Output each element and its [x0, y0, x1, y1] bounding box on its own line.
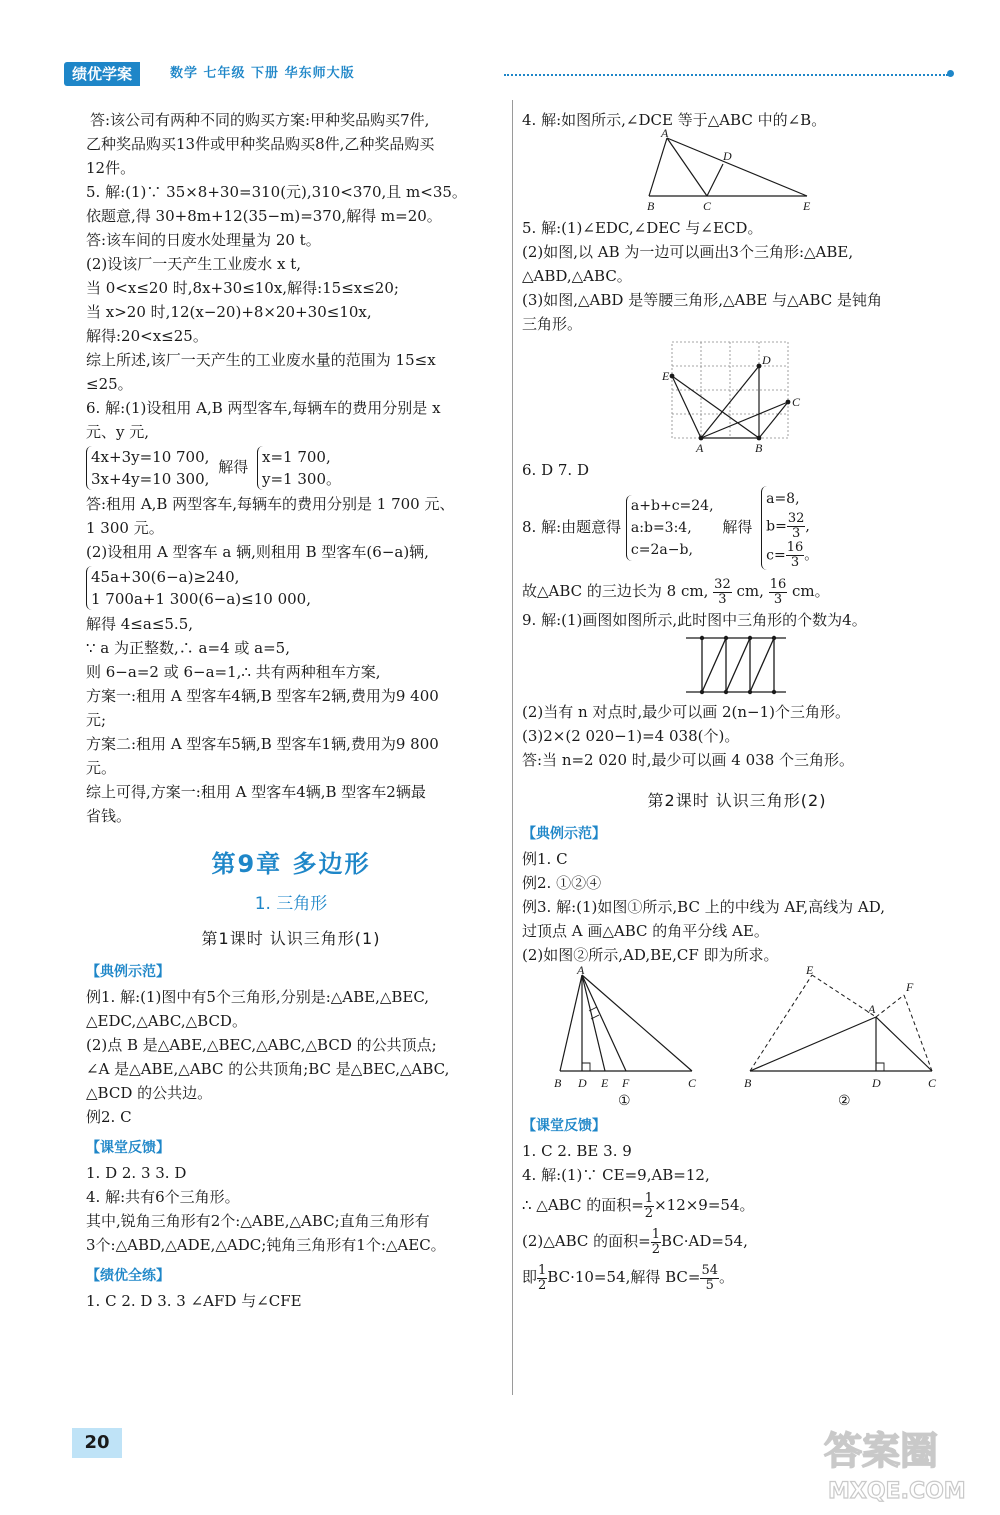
example-line: 例2. C [86, 1108, 132, 1126]
point-label: B [647, 199, 655, 213]
numerator: 1 [538, 1262, 547, 1278]
equation: y=1 300。 [262, 470, 341, 488]
fraction [700, 1264, 719, 1293]
equation: a:b=3:4, [630, 520, 692, 536]
point-label: D [872, 1076, 881, 1090]
q5-line: 解得:20<x≤25。 [86, 327, 208, 345]
fraction [537, 1264, 547, 1293]
example-line: △EDC,△ABC,△BCD。 [86, 1012, 247, 1030]
q9-line: 9. 解:(1)画图如图所示,此时图中三角形的个数为4。 [522, 611, 867, 629]
segment-ab [560, 975, 582, 1071]
figure-number: ② [838, 1093, 851, 1109]
q6-line: 元、y 元, [86, 423, 150, 441]
figure-ex3-2 [742, 963, 942, 1109]
chapter-title: 第9章 多边形 [211, 850, 371, 878]
solve-word: 解得 [722, 518, 753, 536]
section-title: 1. 三角形 [254, 894, 328, 914]
extension-ae [812, 975, 876, 1017]
fraction [644, 1192, 654, 1221]
text: cm。 [792, 582, 830, 600]
q6-line: 解得 4≤a≤5.5, [86, 615, 194, 633]
point-dot [748, 636, 752, 640]
bisector-ae [582, 975, 605, 1071]
text: (2)△ABC 的面积= [522, 1232, 651, 1250]
point-label: B [554, 1076, 562, 1090]
q6-line: 省钱。 [86, 807, 132, 825]
text: 即 [522, 1268, 538, 1286]
point-label: A [868, 1002, 876, 1016]
q5-line: (2)如图,以 AB 为一边可以画出3个三角形:△ABE, [522, 243, 854, 261]
page-header [64, 62, 954, 88]
system-brace [86, 566, 311, 610]
point-label: C [703, 199, 712, 213]
example-line: △BCD 的公共边。 [86, 1084, 213, 1102]
q6-line: 元。 [86, 759, 117, 777]
denominator: 3 [718, 591, 727, 607]
left-column [86, 108, 496, 1313]
answers-67: 6. D 7. D [522, 461, 589, 479]
q6-line: 答:租用 A,B 两型客车,每辆车的费用分别是 1 700 元、 [86, 495, 455, 513]
q5-line: (2)设该厂一天产生工业废水 x t, [86, 255, 302, 273]
feedback-line: 4. 解:(1)∵ CE=9,AB=12, [522, 1166, 710, 1184]
point-dot [724, 690, 728, 694]
point-dot [757, 436, 762, 441]
numerator: 1 [644, 1190, 654, 1206]
right-angle-mark [582, 1063, 590, 1071]
example-line: 过顶点 A 画△ABC 的角平分线 AE。 [522, 922, 769, 940]
text: cm, [736, 582, 764, 600]
q8-conclusion [522, 574, 952, 608]
fraction [713, 578, 732, 607]
q8-block [522, 486, 952, 570]
point-dot [724, 636, 728, 640]
q5-line: 依题意,得 30+8m+12(35−m)=370,解得 m=20。 [86, 207, 442, 225]
example-line: 例2. ①②④ [522, 874, 602, 892]
segment-ab [649, 138, 667, 196]
q6-line: (2)设租用 A 型客车 a 辆,则租用 B 型客车(6−a)辆, [86, 543, 429, 561]
solve-word: 解得 [218, 458, 249, 476]
q5-line: 三角形。 [522, 315, 583, 333]
practice-line: 1. C 2. D 3. 3 ∠AFD 与∠CFE [86, 1292, 302, 1310]
text: ∴ △ABC 的面积= [522, 1196, 644, 1214]
feedback-line: 4. 解:共有6个三角形。 [86, 1188, 240, 1206]
inequality: 45a+30(6−a)≥240, [91, 568, 240, 586]
text: 。 [719, 1268, 735, 1286]
equation: a=8, [766, 491, 800, 507]
altitude-cf [904, 995, 932, 1071]
text-line: 12件。 [86, 159, 136, 177]
q5-line: △ABD,△ABC。 [522, 267, 632, 285]
denominator: 3 [773, 591, 783, 607]
point-label: E [806, 963, 814, 977]
watermark-url: MXQE.COM [828, 1479, 966, 1504]
fraction [651, 1228, 661, 1257]
text-line: 答:该公司有两种不同的购买方案:甲种奖品购买7件, [90, 111, 430, 129]
text-line: 乙种奖品购买13件或甲种奖品购买8件,乙种奖品购买 [86, 135, 435, 153]
q6-line: 1 300 元。 [86, 519, 164, 537]
feedback-line: 1. D 2. 3 3. D [86, 1164, 187, 1182]
q5-line: ≤25。 [86, 375, 133, 393]
system-brace [761, 486, 818, 570]
feedback-line: 1. C 2. BE 3. 9 [522, 1142, 632, 1160]
tag-examples: 【典例示范】 [86, 964, 170, 980]
page-number: 20 [72, 1428, 122, 1458]
point-label: F [622, 1076, 630, 1090]
system-brace [86, 446, 209, 490]
numerator: 1 [651, 1226, 661, 1242]
figures-ex3 [522, 963, 952, 1109]
watermark-logo [814, 1418, 984, 1508]
example-line: 例1. C [522, 850, 568, 868]
equation-system [86, 446, 496, 490]
header-dot [947, 70, 954, 77]
point-label: E [601, 1076, 609, 1090]
point-label: D [762, 353, 771, 367]
denominator: 5 [705, 1277, 714, 1293]
q6-line: 综上可得,方案一:租用 A 型客车4辆,B 型客车2辆最 [86, 783, 426, 801]
q5-line: 当 x>20 时,12(x−20)+8×20+30≤10x, [86, 303, 372, 321]
segment-ac [582, 975, 692, 1071]
q9-line: 答:当 n=2 020 时,最少可以画 4 038 个三角形。 [522, 751, 855, 769]
point-label: D [578, 1076, 587, 1090]
segment-ae [667, 138, 807, 196]
equation: x=1 700, [262, 448, 331, 466]
feedback-line [522, 1223, 952, 1259]
numerator: 16 [786, 540, 804, 555]
tag-feedback: 【课堂反馈】 [522, 1118, 606, 1134]
altitude-be [750, 975, 812, 1071]
q4-line: 4. 解:如图所示,∠DCE 等于△ABC 中的∠B。 [522, 111, 827, 129]
feedback-line: 其中,锐角三角形有2个:△ABE,△ABC;直角三角形有 [86, 1212, 430, 1230]
denominator: 3 [790, 555, 800, 570]
q5-line: 答:该车间的日废水处理量为 20 t。 [86, 231, 321, 249]
segment-ba [750, 1017, 876, 1071]
equation: 4x+3y=10 700, [91, 448, 210, 466]
point-dot [786, 400, 791, 405]
example-line: ∠A 是△ABE,△ABC 的公共顶角;BC 是△BEC,△ABC, [86, 1060, 450, 1078]
figure-ex3-1 [552, 963, 722, 1109]
median-af [582, 975, 626, 1071]
denominator: 2 [644, 1205, 654, 1221]
example-line: (2)如图②所示,AD,BE,CF 即为所求。 [522, 946, 779, 964]
equation: c=2a−b, [630, 542, 693, 558]
example-line: 例1. 解:(1)图中有5个三角形,分别是:△ABE,△BEC, [86, 988, 430, 1006]
figure-q5-grid [662, 338, 812, 456]
watermark-text: 答案圈 [824, 1429, 939, 1473]
q6-line: 6. 解:(1)设租用 A,B 两型客车,每辆车的费用分别是 x [86, 399, 441, 417]
example-line: (2)点 B 是△ABE,△BEC,△ABC,△BCD 的公共顶点; [86, 1036, 437, 1054]
point-dot [699, 436, 704, 441]
point-label: A [696, 441, 704, 455]
segment-ae [672, 376, 701, 438]
right-column [522, 108, 952, 1295]
point-dot [748, 690, 752, 694]
system-brace [626, 495, 714, 561]
numerator: 16 [769, 576, 787, 592]
fraction [769, 578, 788, 607]
inequality: 1 700a+1 300(6−a)≤10 000, [91, 590, 311, 608]
q5-line: 5. 解:(1)∵ 35×8+30=310(元),310<370,且 m<35。 [86, 183, 467, 201]
var-b: b= [766, 518, 787, 535]
segment [726, 638, 750, 692]
q6-line: 元; [86, 711, 107, 729]
lesson-title: 第2课时 认识三角形(2) [647, 791, 827, 810]
fraction [787, 512, 806, 541]
segment-be [672, 376, 759, 438]
equation: 3x+4y=10 300, [91, 470, 210, 488]
q8-prefix: 8. 解:由题意得 [522, 518, 622, 536]
point-label: E [803, 199, 811, 213]
lesson-title: 第1课时 认识三角形(1) [201, 929, 381, 948]
point-dot [670, 374, 675, 379]
segment-ac [701, 402, 788, 438]
book-subtitle: 数学 七年级 下册 华东师大版 [170, 66, 355, 81]
point-dot [757, 364, 762, 369]
segment-cd [707, 164, 723, 196]
point-label: A [577, 963, 585, 977]
extension-af [876, 995, 904, 1017]
q6-line: ∵ a 为正整数,∴ a=4 或 a=5, [86, 639, 290, 657]
q5-line: 5. 解:(1)∠EDC,∠DEC 与∠ECD。 [522, 219, 763, 237]
point-label: C [928, 1076, 937, 1090]
numerator: 54 [701, 1262, 719, 1278]
q6-line: 方案一:租用 A 型客车4辆,B 型客车2辆,费用为9 400 [86, 687, 439, 705]
feedback-line [522, 1187, 952, 1223]
denominator: 2 [651, 1241, 661, 1257]
tag-practice: 【绩优全练】 [86, 1268, 170, 1284]
q9-line: (2)当有 n 对点时,最少可以画 2(n−1)个三角形。 [522, 703, 851, 721]
figure-q4 [647, 126, 827, 214]
point-label: B [744, 1076, 752, 1090]
numerator: 32 [714, 576, 731, 592]
point-dot [772, 690, 776, 694]
example-line: 例3. 解:(1)如图①所示,BC 上的中线为 AF,高线为 AD, [522, 898, 885, 916]
point-dot [700, 636, 704, 640]
q5-line: (3)如图,△ABD 是等腰三角形,△ABE 与△ABC 是钝角 [522, 291, 882, 309]
denominator: 2 [538, 1277, 547, 1293]
q6-line: 方案二:租用 A 型客车5辆,B 型客车1辆,费用为9 800 [86, 735, 439, 753]
equation: c= $\frac{16}{3}$ 。 [766, 540, 819, 570]
brand-badge: 绩优学案 [64, 62, 140, 86]
point-label: F [906, 980, 914, 994]
header-dotted-rule [504, 74, 948, 76]
q5-line: 综上所述,该厂一天产生的工业废水量的范围为 15≤x [86, 351, 436, 369]
var-c: c= [766, 547, 786, 564]
right-angle-mark [876, 1063, 884, 1071]
tag-feedback: 【课堂反馈】 [86, 1140, 170, 1156]
text: BC·10=54,解得 BC= [547, 1268, 701, 1286]
inequality-system [86, 566, 496, 610]
point-dot [772, 636, 776, 640]
figure-q9 [682, 634, 792, 698]
text: 故△ABC 的三边长为 8 cm, [522, 582, 709, 600]
denominator: 3 [791, 526, 801, 541]
equation: b= $\frac{32}{3}$ , [766, 511, 810, 541]
point-label: C [688, 1076, 697, 1090]
system-brace [257, 446, 341, 490]
figure-number: ① [618, 1093, 631, 1109]
point-label: E [662, 369, 670, 383]
point-label: D [723, 149, 732, 163]
q6-line: 则 6−a=2 或 6−a=1,∴ 共有两种租车方案, [86, 663, 381, 681]
point-dot [700, 690, 704, 694]
tag-examples: 【典例示范】 [522, 826, 606, 842]
point-label: B [755, 441, 763, 455]
text: ×12×9=54。 [654, 1196, 755, 1214]
segment [750, 638, 774, 692]
point-label: A [661, 126, 669, 140]
fraction [786, 541, 805, 570]
text: BC·AD=54, [661, 1232, 748, 1250]
column-divider [512, 100, 513, 1395]
segment [702, 638, 726, 692]
feedback-line [522, 1259, 952, 1295]
equation: a+b+c=24, [630, 498, 714, 514]
numerator: 32 [787, 511, 805, 526]
q9-line: (3)2×(2 020−1)=4 038(个)。 [522, 727, 740, 745]
point-label: C [792, 395, 801, 409]
q5-line: 当 0<x≤20 时,8x+30≤10x,解得:15≤x≤20; [86, 279, 399, 297]
feedback-line: 3个:△ABD,△ADE,△ADC;钝角三角形有1个:△AEC。 [86, 1236, 446, 1254]
